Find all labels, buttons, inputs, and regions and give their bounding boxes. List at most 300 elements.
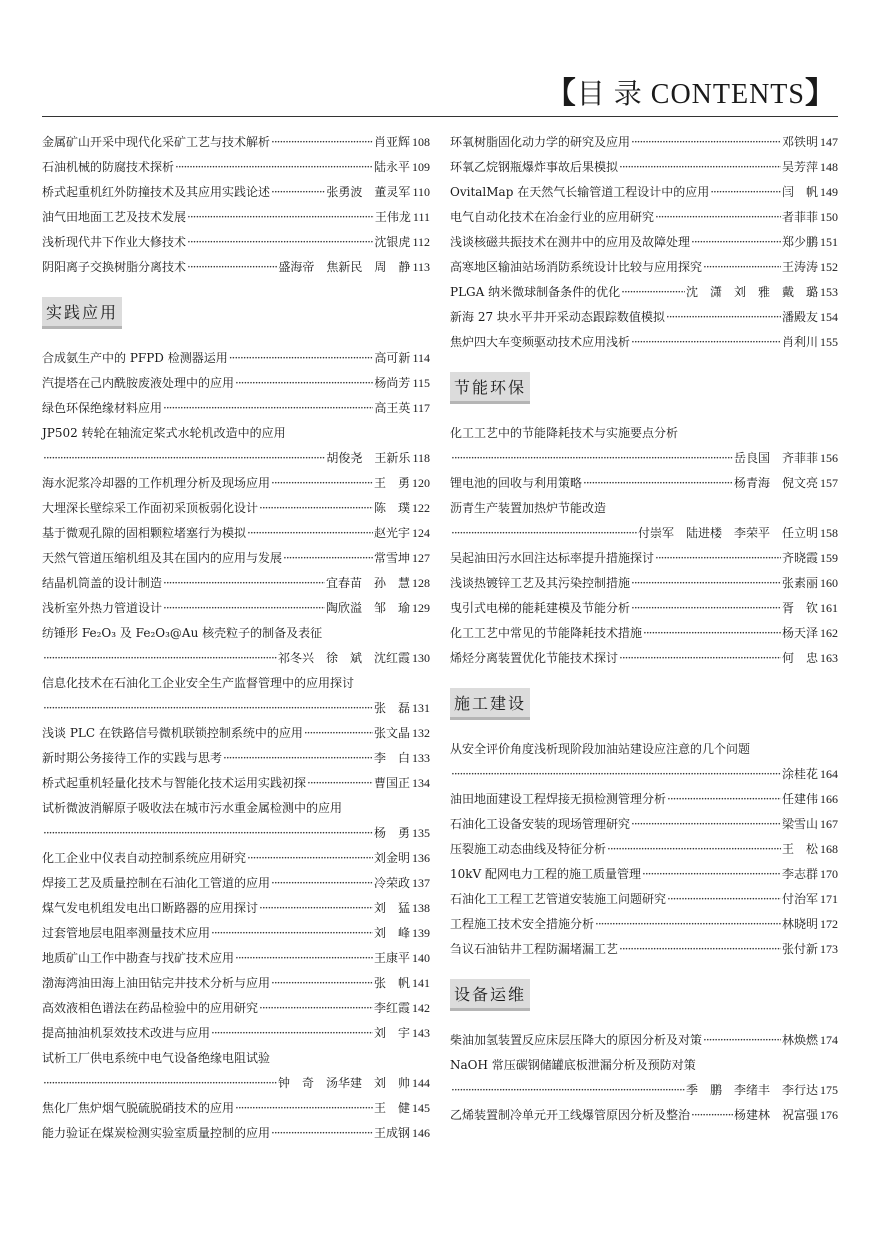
toc-entry-page: 133 [412, 751, 430, 765]
toc-entry[interactable] [42, 946, 430, 971]
toc-entry-author: 齐晓霞 [781, 551, 818, 565]
toc-entry-page: 158 [820, 526, 838, 540]
dot-leader [583, 471, 733, 496]
section-heading [450, 962, 838, 1028]
toc-entry-line [450, 887, 838, 912]
toc-entry-line [450, 646, 838, 671]
toc-entry[interactable] [42, 396, 430, 421]
toc-entry-page: 152 [820, 260, 838, 274]
toc-entry-line [450, 130, 838, 155]
toc-entry-author: 张 磊 [373, 701, 410, 715]
toc-column-left [42, 130, 430, 1146]
dot-leader [271, 1121, 373, 1146]
dot-leader [235, 371, 373, 396]
toc-entry-title: 环氧乙烷钢瓶爆炸事故后果模拟 [450, 160, 619, 174]
toc-entry[interactable] [42, 130, 430, 155]
toc-entry-author: 涂桂花 [781, 767, 818, 781]
toc-entry[interactable] [450, 646, 838, 671]
toc-entry-author: 张勇波 董灵军 [326, 185, 411, 199]
dot-leader [307, 771, 373, 796]
toc-entry-page: 136 [412, 851, 430, 865]
toc-entry-page: 170 [820, 867, 838, 881]
dot-leader [271, 971, 373, 996]
toc-entry[interactable] [450, 1103, 838, 1128]
toc-entry-page: 175 [820, 1083, 838, 1097]
toc-entry[interactable] [42, 421, 430, 471]
toc-entry-line [450, 471, 838, 496]
toc-entry-author: 张付新 [781, 942, 818, 956]
toc-entry[interactable] [42, 621, 430, 671]
toc-entry[interactable] [42, 846, 430, 871]
toc-entry-title: 提高抽油机泵效技术改进与应用 [42, 1026, 211, 1040]
dot-leader [43, 1071, 277, 1096]
dot-leader [271, 180, 325, 205]
toc-entry-title-line [450, 496, 838, 521]
toc-entry-title: OvitalMap 在天然气长输管道工程设计中的应用 [450, 185, 710, 199]
toc-entry-title: 煤气发电机组发电出口断路器的应用探讨 [42, 901, 259, 915]
toc-entry-author: 李 白 [373, 751, 410, 765]
toc-entry-author: 杨尚芳 [374, 376, 411, 390]
dot-leader [211, 1021, 373, 1046]
dot-leader [163, 396, 373, 421]
toc-entry-line [450, 180, 838, 205]
toc-entry-title-line [450, 421, 838, 446]
toc-entry[interactable] [42, 471, 430, 496]
toc-entry-author: 张文晶 [373, 726, 410, 740]
toc-entry-title: 天然气管道压缩机组及其在国内的应用与发展 [42, 551, 283, 565]
toc-entry-page: 118 [412, 451, 430, 465]
dot-leader [187, 230, 373, 255]
dot-leader [43, 646, 277, 671]
bracket-open: 【 [545, 77, 577, 110]
toc-entry-author: 杨建林 祝富强 [733, 1108, 818, 1122]
toc-entry-author: 刘 猛 [373, 901, 410, 915]
dot-leader [666, 305, 781, 330]
toc-entry-author: 王康平 [373, 951, 410, 965]
toc-entry-author: 闫 帆 [781, 185, 818, 199]
toc-entry-title: 海水泥浆冷却器的工作机理分析及现场应用 [42, 476, 271, 490]
toc-entry-author-line [450, 446, 838, 471]
toc-entry-title: 压裂施工动态曲线及特征分析 [450, 842, 607, 856]
toc-entry[interactable] [450, 812, 838, 837]
toc-entry-author: 付崇军 陆进楼 李荣平 任立明 [637, 526, 818, 540]
toc-entry-author: 邓铁明 [781, 135, 818, 149]
toc-entry-line [42, 521, 430, 546]
toc-entry[interactable] [450, 305, 838, 330]
toc-entry-title: 新海 27 块水平井开采动态跟踪数值模拟 [450, 310, 665, 324]
toc-entry-page: 166 [820, 792, 838, 806]
toc-entry-page: 111 [412, 210, 430, 224]
dot-leader [175, 155, 373, 180]
toc-entry[interactable] [450, 937, 838, 962]
toc-entry-line [450, 862, 838, 887]
toc-entry-title-line [450, 1053, 838, 1078]
toc-entry-title: 焊接工艺及质量控制在石油化工管道的应用 [42, 876, 271, 890]
toc-entry[interactable] [42, 996, 430, 1021]
toc-entry-line [42, 996, 430, 1021]
toc-entry-author: 岳良国 齐菲菲 [733, 451, 818, 465]
toc-entry-page: 139 [412, 926, 430, 940]
toc-entry-title: 高寒地区输油站场消防系统设计比较与应用探究 [450, 260, 703, 274]
toc-entry[interactable] [42, 496, 430, 521]
toc-entry-author: 张 帆 [373, 976, 410, 990]
toc-entry-author: 肖利川 [781, 335, 818, 349]
toc-entry-author: 陆永平 [373, 160, 410, 174]
toc-entry-author: 沈 潇 刘 雅 戴 璐 [685, 285, 818, 299]
toc-entry-title: PLGA 纳米微球制备条件的优化 [450, 285, 621, 299]
toc-entry-page: 172 [820, 917, 838, 931]
toc-entry-author: 刘 峰 [373, 926, 410, 940]
toc-entry-page: 171 [820, 892, 838, 906]
toc-entry-title: 试析微波消解原子吸收法在城市污水重金属检测中的应用 [42, 801, 343, 815]
toc-entry[interactable] [450, 887, 838, 912]
toc-entry-author: 钟 奇 汤华建 刘 帅 [277, 1076, 410, 1090]
toc-entry-title: 曳引式电梯的能耗建模及节能分析 [450, 601, 631, 615]
toc-entry-title: 乙烯装置制冷单元开工线爆管原因分析及整治 [450, 1108, 691, 1122]
dot-leader [642, 862, 781, 887]
toc-entry-page: 149 [820, 185, 838, 199]
toc-entry-title: NaOH 常压碳钢储罐底板泄漏分析及预防对策 [450, 1058, 696, 1072]
toc-entry[interactable] [42, 596, 430, 621]
toc-entry[interactable] [42, 896, 430, 921]
toc-entry-page: 129 [412, 601, 430, 615]
dot-leader [631, 130, 781, 155]
dot-leader [43, 446, 325, 471]
toc-entry-title: 金属矿山开采中现代化采矿工艺与技术解析 [42, 135, 271, 149]
toc-entry-author: 何 忠 [781, 651, 818, 665]
toc-entry[interactable] [450, 837, 838, 862]
toc-entry-title: 汽提塔在己内酰胺废液处理中的应用 [42, 376, 235, 390]
toc-entry-title: 新时期公务接待工作的实践与思考 [42, 751, 223, 765]
toc-entry-line [42, 596, 430, 621]
toc-entry-page: 110 [412, 185, 430, 199]
toc-entry-page: 145 [412, 1101, 430, 1115]
dot-leader [43, 696, 373, 721]
dot-leader [631, 812, 781, 837]
toc-entry-page: 173 [820, 942, 838, 956]
toc-entry[interactable] [450, 180, 838, 205]
section-title: 设备运维 [450, 979, 530, 1011]
toc-entry[interactable] [450, 737, 838, 787]
toc-entry[interactable] [42, 230, 430, 255]
toc-entry-page: 161 [820, 601, 838, 615]
toc-entry-page: 131 [412, 701, 430, 715]
toc-entry-title: 桥式起重机红外防撞技术及其应用实践论述 [42, 185, 271, 199]
toc-entry[interactable] [450, 596, 838, 621]
toc-entry[interactable] [42, 205, 430, 230]
toc-entry-page: 143 [412, 1026, 430, 1040]
toc-entry[interactable] [450, 546, 838, 571]
toc-entry-author: 祁冬兴 徐 斌 沈红霞 [277, 651, 410, 665]
toc-entry-title: 石油机械的防腐技术探析 [42, 160, 175, 174]
toc-entry[interactable] [450, 496, 838, 546]
toc-entry-author-line [450, 762, 838, 787]
toc-entry-page: 148 [820, 160, 838, 174]
toc-entry-title: 10kV 配网电力工程的施工质量管理 [450, 867, 642, 881]
toc-entry-line [450, 1103, 838, 1128]
toc-entry-title: 大埋深长壁综采工作面初采顶板弱化设计 [42, 501, 259, 515]
toc-entry-title-line [450, 737, 838, 762]
toc-entry-title: 化工工艺中的节能降耗技术与实施要点分析 [450, 426, 679, 440]
toc-entry-page: 120 [412, 476, 430, 490]
toc-entry[interactable] [42, 1021, 430, 1046]
toc-entry[interactable] [42, 546, 430, 571]
toc-entry-author: 沈银虎 [374, 235, 411, 249]
toc-entry[interactable] [450, 571, 838, 596]
toc-entry-line [42, 721, 430, 746]
toc-entry-title-line [42, 1046, 430, 1071]
toc-entry[interactable] [42, 155, 430, 180]
toc-entry[interactable] [450, 1053, 838, 1103]
toc-entry-title: 绿色环保绝缘材料应用 [42, 401, 163, 415]
toc-entry-line [42, 746, 430, 771]
toc-entry-author: 任建伟 [781, 792, 818, 806]
toc-entry-page: 127 [412, 551, 430, 565]
toc-entry-line [42, 496, 430, 521]
bracket-close: 】 [805, 77, 836, 110]
toc-entry-title: 合成氨生产中的 PFPD 检测器运用 [42, 351, 228, 365]
toc-entry-line [450, 1028, 838, 1053]
toc-entry-line [42, 846, 430, 871]
toc-entry[interactable] [42, 180, 430, 205]
toc-entry-page: 142 [412, 1001, 430, 1015]
toc-entry-author: 王涛涛 [781, 260, 818, 274]
toc-entry-title: 地质矿山工作中勘查与找矿技术应用 [42, 951, 235, 965]
toc-entry[interactable] [450, 912, 838, 937]
toc-entry-page: 128 [412, 576, 430, 590]
toc-entry-page: 163 [820, 651, 838, 665]
toc-entry[interactable] [42, 346, 430, 371]
toc-entry-page: 112 [412, 235, 430, 249]
toc-entry-line [450, 937, 838, 962]
toc-entry[interactable] [42, 1121, 430, 1146]
dot-leader [619, 646, 781, 671]
toc-entry[interactable] [42, 771, 430, 796]
toc-entry[interactable] [450, 230, 838, 255]
toc-entry-line [42, 771, 430, 796]
toc-entry-author: 王伟龙 [374, 210, 411, 224]
toc-entry-page: 155 [820, 335, 838, 349]
toc-entry[interactable] [42, 521, 430, 546]
dot-leader [643, 621, 781, 646]
toc-entry[interactable] [42, 746, 430, 771]
toc-entry-title: 油田地面建设工程焊接无损检测管理分析 [450, 792, 667, 806]
toc-entry[interactable] [450, 330, 838, 355]
toc-entry-page: 114 [412, 351, 430, 365]
toc-entry-title: 环氧树脂固化动力学的研究及应用 [450, 135, 631, 149]
toc-entry-title: 浅析室外热力管道设计 [42, 601, 163, 615]
toc-column-right [450, 130, 838, 1128]
toc-entry[interactable] [450, 471, 838, 496]
toc-entry[interactable] [42, 921, 430, 946]
toc-entry-page: 115 [412, 376, 430, 390]
toc-entry-author-line [42, 646, 430, 671]
toc-entry-line [450, 155, 838, 180]
toc-entry-line [42, 971, 430, 996]
toc-entry-title-line [42, 621, 430, 646]
toc-entry-page: 146 [412, 1126, 430, 1140]
dot-leader [271, 471, 373, 496]
section-title: 施工建设 [450, 688, 530, 720]
dot-leader [621, 280, 685, 305]
toc-entry-author: 高可新 [374, 351, 411, 365]
toc-entry-line [42, 180, 430, 205]
toc-entry[interactable] [450, 421, 838, 471]
toc-entry-author: 王成钢 [373, 1126, 410, 1140]
toc-entry-page: 160 [820, 576, 838, 590]
toc-entry-title: 过套管地层电阻率测量技术应用 [42, 926, 211, 940]
toc-entry-line [42, 130, 430, 155]
toc-entry[interactable] [42, 1046, 430, 1096]
toc-entry-page: 156 [820, 451, 838, 465]
toc-entry[interactable] [42, 871, 430, 896]
toc-entry-title: 工程施工技术安全措施分析 [450, 917, 595, 931]
toc-entry[interactable] [450, 787, 838, 812]
toc-entry-title: 化工工艺中常见的节能降耗技术措施 [450, 626, 643, 640]
toc-entry-author: 曹国正 [373, 776, 410, 790]
toc-entry-author: 杨天泽 [781, 626, 818, 640]
toc-entry-author-line [42, 1071, 430, 1096]
dot-leader [691, 230, 781, 255]
toc-entry-title: 浅析现代井下作业大修技术 [42, 235, 187, 249]
toc-entry[interactable] [42, 255, 430, 280]
toc-entry[interactable] [450, 130, 838, 155]
toc-entry[interactable] [42, 796, 430, 846]
toc-entry-author: 王 松 [781, 842, 818, 856]
toc-entry-title: 能力验证在煤炭检测实验室质量控制的应用 [42, 1126, 271, 1140]
toc-entry-author: 梁雪山 [781, 817, 818, 831]
dot-leader [304, 721, 373, 746]
toc-entry-line [450, 812, 838, 837]
toc-entry-line [450, 330, 838, 355]
toc-entry-author: 常雪坤 [373, 551, 410, 565]
toc-entry-author-line [450, 1078, 838, 1103]
toc-entry-page: 151 [820, 235, 838, 249]
toc-entry[interactable] [42, 721, 430, 746]
toc-entry-title: 从安全评价角度浅析现阶段加油站建设应注意的几个问题 [450, 742, 751, 756]
toc-entry[interactable] [450, 862, 838, 887]
toc-entry[interactable] [42, 371, 430, 396]
toc-entry-author: 林焕燃 [781, 1033, 818, 1047]
toc-entry-title: 基于微观孔隙的固相颗粒堵塞行为模拟 [42, 526, 247, 540]
toc-entry-title: 桥式起重机轻量化技术与智能化技术运用实践初探 [42, 776, 307, 790]
dot-leader [223, 746, 373, 771]
dot-leader [163, 596, 325, 621]
toc-entry-page: 167 [820, 817, 838, 831]
dot-leader [271, 130, 373, 155]
toc-entry-page: 132 [412, 726, 430, 740]
toc-entry-page: 147 [820, 135, 838, 149]
toc-entry-author: 杨 勇 [373, 826, 410, 840]
dot-leader [607, 837, 781, 862]
toc-entry[interactable] [450, 255, 838, 280]
toc-entry-author: 付治军 [781, 892, 818, 906]
toc-entry-author: 高王英 [374, 401, 411, 415]
toc-entry-line [42, 155, 430, 180]
toc-entry-author: 肖亚辉 [373, 135, 410, 149]
dot-leader [451, 521, 637, 546]
dot-leader [703, 255, 781, 280]
toc-entry-author: 杨青海 倪文亮 [733, 476, 818, 490]
toc-entry-line [450, 280, 838, 305]
toc-entry-page: 154 [820, 310, 838, 324]
dot-leader [451, 446, 733, 471]
toc-entry[interactable] [42, 671, 430, 721]
contents-title: 目 录 CONTENTS [576, 79, 805, 110]
toc-entry-author: 王 勇 [373, 476, 410, 490]
toc-entry-line [450, 571, 838, 596]
toc-entry-line [42, 946, 430, 971]
dot-leader [667, 787, 781, 812]
toc-entry-title: 浅谈热镀锌工艺及其污染控制措施 [450, 576, 631, 590]
toc-entry-page: 150 [820, 210, 838, 224]
toc-entry-title: 锂电池的回收与利用策略 [450, 476, 583, 490]
toc-entry-page: 140 [412, 951, 430, 965]
toc-entry-line [42, 205, 430, 230]
toc-entry-line [42, 346, 430, 371]
dot-leader [283, 546, 373, 571]
toc-entry-author: 潘殿友 [781, 310, 818, 324]
toc-entry-author: 刘 宇 [373, 1026, 410, 1040]
dot-leader [235, 1096, 373, 1121]
toc-entry-page: 144 [412, 1076, 430, 1090]
toc-entry-line [450, 596, 838, 621]
toc-entry-title: 沥青生产装置加热炉节能改造 [450, 501, 607, 515]
toc-entry-author: 李红霞 [373, 1001, 410, 1015]
toc-entry[interactable] [450, 205, 838, 230]
toc-entry-page: 153 [820, 285, 838, 299]
dot-leader [631, 571, 781, 596]
dot-leader [703, 1028, 781, 1053]
toc-entry-line [42, 371, 430, 396]
toc-entry-page: 176 [820, 1108, 838, 1122]
toc-entry-title: 浅谈 PLC 在铁路信号微机联锁控制系统中的应用 [42, 726, 303, 740]
dot-leader [655, 546, 781, 571]
toc-entry-line [450, 837, 838, 862]
section-title: 实践应用 [42, 297, 122, 329]
section-title: 节能环保 [450, 372, 530, 404]
toc-entry-line [450, 205, 838, 230]
dot-leader [451, 1078, 685, 1103]
toc-entry-line [450, 621, 838, 646]
toc-entry-title: 刍议石油钻井工程防漏堵漏工艺 [450, 942, 619, 956]
contents-header [0, 68, 836, 112]
toc-entry[interactable] [42, 971, 430, 996]
toc-entry[interactable] [450, 280, 838, 305]
toc-entry-line [450, 546, 838, 571]
toc-entry[interactable] [42, 571, 430, 596]
toc-entry[interactable] [42, 1096, 430, 1121]
toc-entry-page: 135 [412, 826, 430, 840]
toc-entry-title: 结晶机筒盖的设计制造 [42, 576, 163, 590]
toc-entry-author-line [42, 696, 430, 721]
toc-entry-line [42, 396, 430, 421]
dot-leader [43, 821, 373, 846]
toc-entry-page: 108 [412, 135, 430, 149]
toc-entry-line [42, 230, 430, 255]
toc-entry[interactable] [450, 621, 838, 646]
toc-entry-title: 油气田地面工艺及技术发展 [42, 210, 187, 224]
dot-leader [259, 496, 373, 521]
toc-entry-page: 117 [412, 401, 430, 415]
toc-entry[interactable] [450, 155, 838, 180]
toc-entry[interactable] [450, 1028, 838, 1053]
toc-entry-title: 阴阳离子交换树脂分离技术 [42, 260, 187, 274]
dot-leader [187, 205, 374, 230]
toc-entry-page: 134 [412, 776, 430, 790]
dot-leader [211, 921, 373, 946]
toc-entry-page: 162 [820, 626, 838, 640]
